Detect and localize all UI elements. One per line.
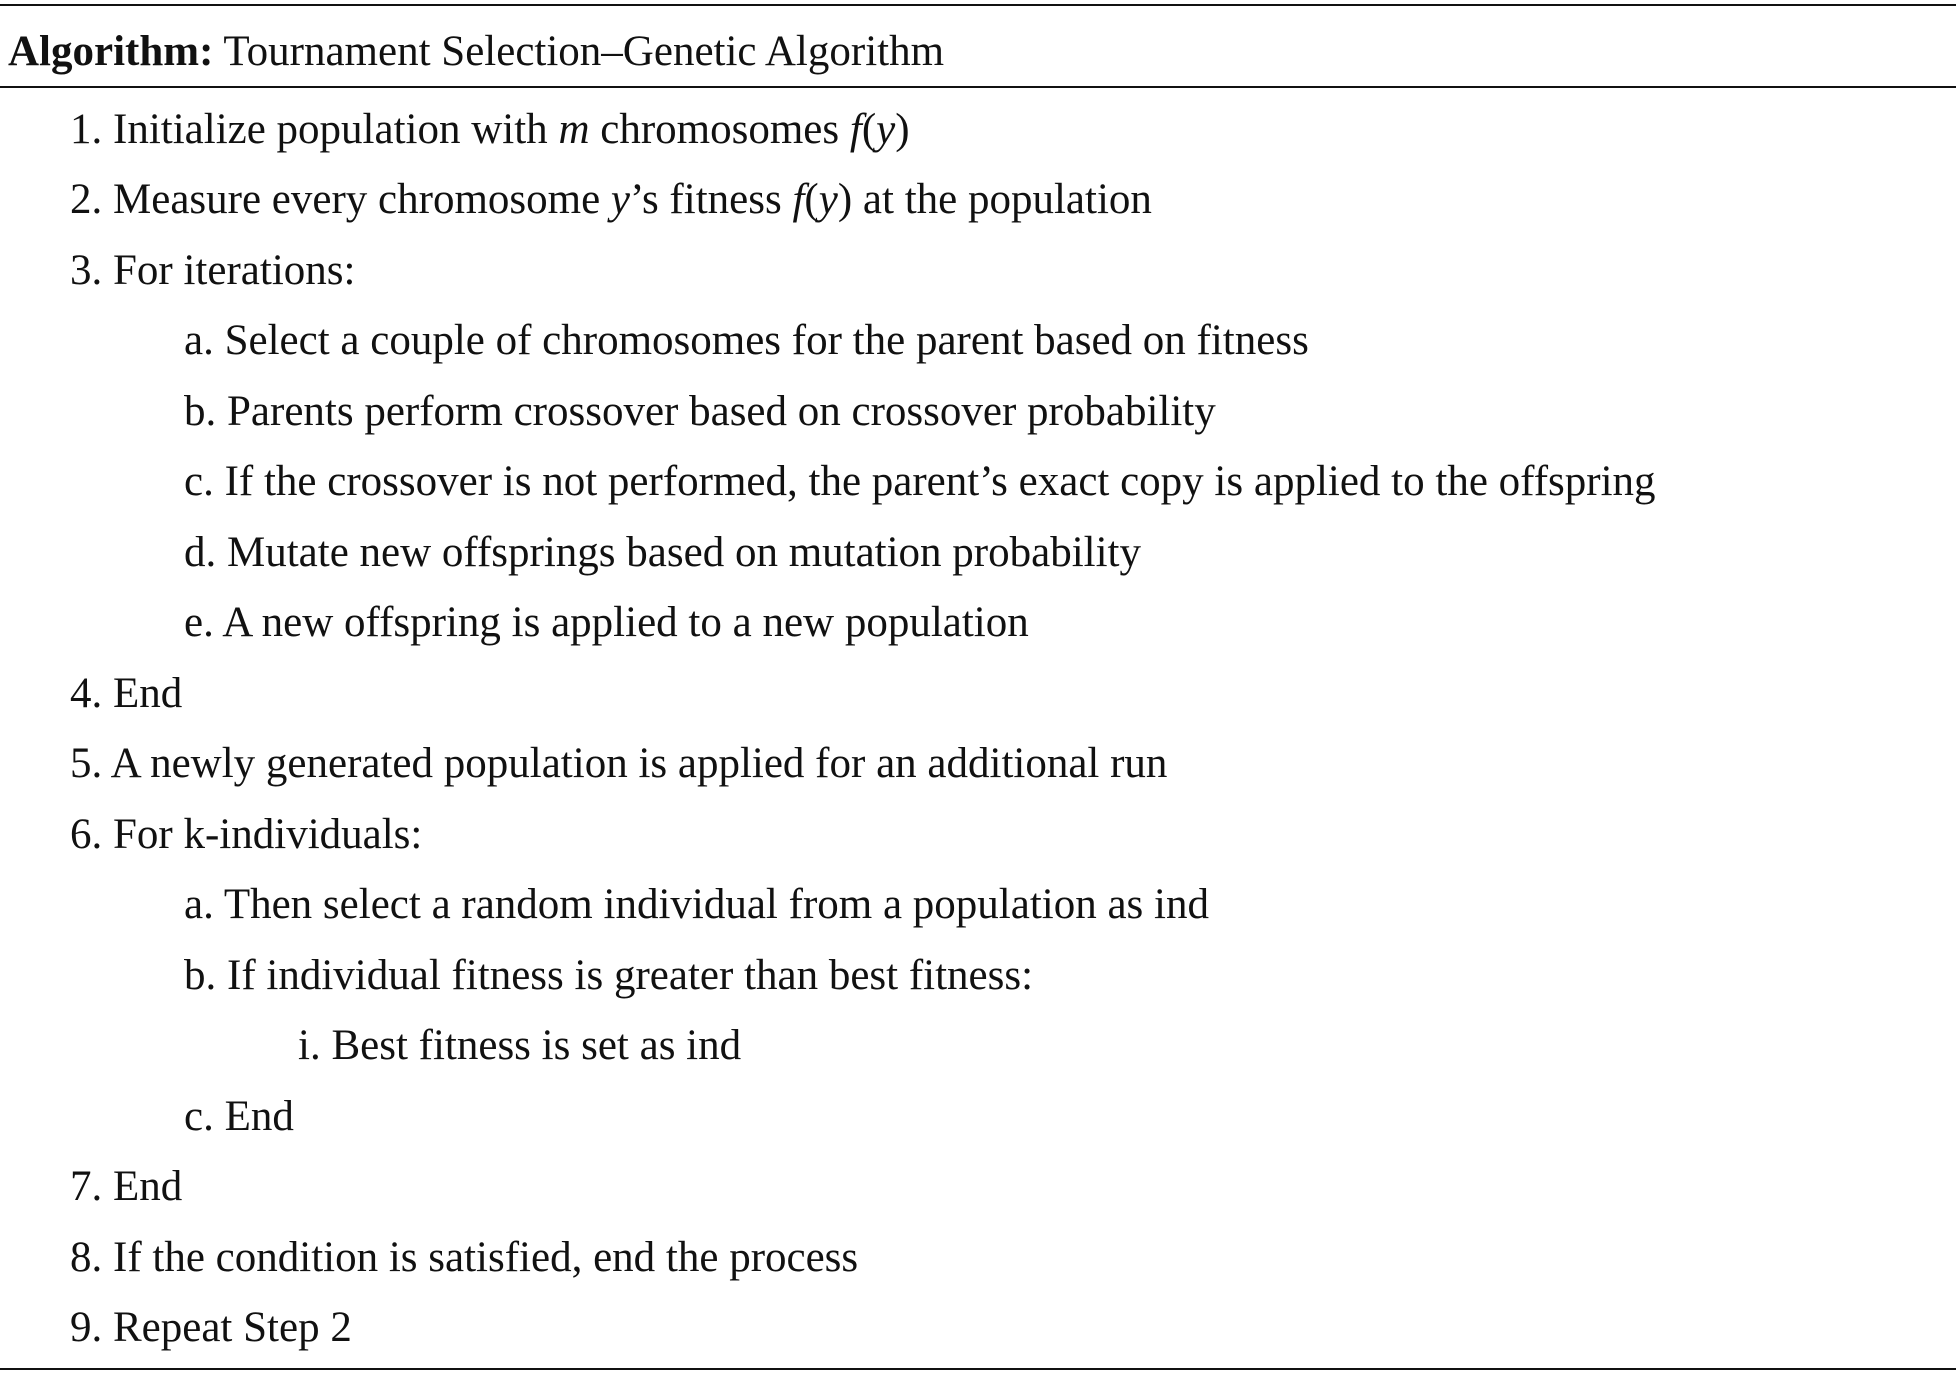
math-m: m [558,106,590,153]
math-y: y [818,176,838,223]
step-3 [70,245,355,297]
step-number: b. [184,388,217,435]
math-f: f [792,176,805,223]
step-number: b. [184,952,217,999]
algorithm-label: Algorithm: [8,28,214,75]
step-number: e. [184,599,214,646]
step-number: 4. [70,670,103,717]
step-8 [70,1232,858,1284]
header-rule [0,86,1956,88]
algorithm-title: Tournament Selection–Genetic Algorithm [223,28,945,75]
step-7 [70,1161,182,1213]
step-number: a. [184,881,214,928]
step-number: d. [184,529,217,576]
step-5 [70,738,1167,790]
step-text: Parents perform crossover based on crossover probability [227,388,1216,435]
algorithm-header [8,26,944,78]
step-text: If individual fitness is greater than best fitness: [227,952,1034,999]
step-text: Measure every chromosome [113,176,611,223]
step-text: End [224,1093,294,1140]
step-text: Then select a random individual from a population as ind [223,881,1209,928]
step-text: Select a couple of chromosomes for the parent based on fitness [224,317,1309,364]
step-number: 2. [70,176,103,223]
math-paren-open: ( [804,176,819,223]
step-3d [184,527,1141,579]
step-text: For iterations: [113,247,356,294]
step-text: For k-individuals: [113,811,423,858]
step-4 [70,668,182,720]
step-1 [70,104,910,156]
step-6a [184,879,1209,931]
step-6c [184,1091,294,1143]
step-3b [184,386,1216,438]
step-text: Best fitness is set as ind [331,1022,742,1069]
step-text: A newly generated population is applied for an additional run [110,740,1168,787]
step-text: at the population [852,176,1152,223]
step-number: c. [184,1093,214,1140]
step-text: Mutate new offsprings based on mutation probability [227,529,1142,576]
step-6b-i [298,1020,741,1072]
step-number: 5. [70,740,103,787]
step-3e [184,597,1029,649]
step-text: A new offspring is applied to a new population [222,599,1029,646]
step-number: a. [184,317,214,364]
step-6b [184,950,1033,1002]
step-number: 6. [70,811,103,858]
math-y: y [610,176,630,223]
step-text: End [113,670,183,717]
step-text: Initialize population with [113,106,559,153]
math-y: y [876,106,896,153]
step-3a [184,315,1309,367]
step-text: chromosomes [589,106,850,153]
top-rule [0,4,1956,6]
step-text: Repeat Step 2 [113,1304,352,1351]
step-2 [70,174,1152,226]
step-number: 1. [70,106,103,153]
step-9 [70,1302,352,1354]
step-3c [184,456,1656,508]
math-paren-open: ( [861,106,877,153]
math-f: f [849,106,862,153]
bottom-rule [0,1368,1956,1370]
step-text: End [113,1163,183,1210]
step-number: c. [184,458,214,505]
step-number: i. [298,1022,321,1069]
step-text: If the crossover is not performed, the parent’s exact copy is applied to the offspring [224,458,1656,505]
math-paren-close: ) [837,176,853,223]
step-number: 7. [70,1163,103,1210]
step-6 [70,809,422,861]
step-number: 8. [70,1234,103,1281]
step-text: ’s fitness [630,176,793,223]
step-number: 3. [70,247,103,294]
math-paren-close: ) [895,106,910,153]
step-number: 9. [70,1304,103,1351]
step-text: If the condition is satisfied, end the process [113,1234,859,1281]
